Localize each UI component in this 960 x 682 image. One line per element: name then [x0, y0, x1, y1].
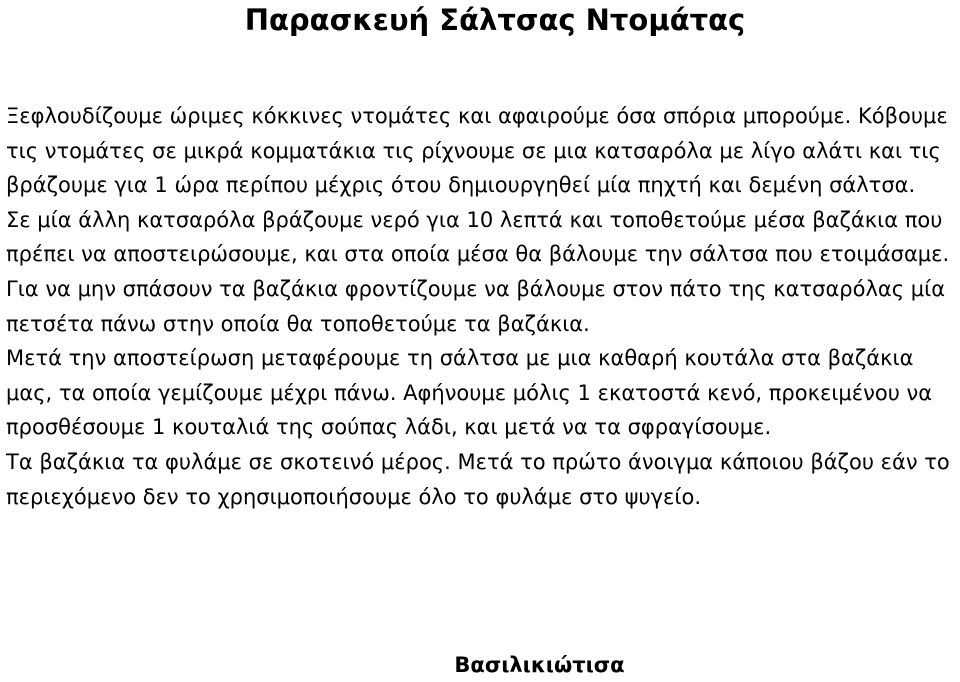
document-title: Παρασκευή Σάλτσας Ντομάτας [244, 3, 746, 37]
paragraph-peel-and-boil: Ξεφλουδίζουμε ώριμες κόκκινες ντομάτες και αφαιρούμε όσα σπόρια μπορούμε. Κόβουμε τις ντομάτες σε μικρά κομματάκια τις ρίχνουμε σε μια κατσαρόλα με λίγο αλάτι και τις βράζουμε για 1 ώρα περίπου μέχρις ότου δημιουργηθεί μία πηχτή και δεμένη σάλτσα. [6, 104, 948, 198]
author-signature: Βασιλικιώτισα [454, 653, 625, 677]
paragraph-storage: Τα βαζάκια τα φυλάμε σε σκοτεινό μέρος. Μετά το πρώτο άνοιγμα κάποιου βάζου εάν το περιεχόμενο δεν το χρησιμοποιήσουμε όλο το φυλάμε στο ψυγείο. [6, 449, 950, 509]
recipe-body [6, 99, 956, 514]
paragraph-fill-and-seal: Μετά την αποστείρωση μεταφέρουμε τη σάλτσα με μια καθαρή κουτάλα στα βαζάκια μας, τα οποία γεμίζουμε μέχρι πάνω. Αφήνουμε μόλις 1 εκατοστά κενό, προκειμένου να προσθέσουμε 1 κουταλιά της σούπας λάδι, και μετά να τα σφραγίσουμε. [6, 346, 933, 440]
paragraph-sterilize-jars: Σε μία άλλη κατσαρόλα βράζουμε νερό για 10 λεπτά και τοποθετούμε μέσα βαζάκια που πρέπει να αποστειρώσουμε, και στα οποία μέσα θα βάλουμε την σάλτσα που ετοιμάσαμε. Για να μην σπάσουν τα βαζάκια φροντίζουμε να βάλουμε στον πάτο της κατσαρόλας μία πετσέτα πάνω στην οποία θα τοποθετούμε τα βαζάκια. [6, 207, 950, 336]
